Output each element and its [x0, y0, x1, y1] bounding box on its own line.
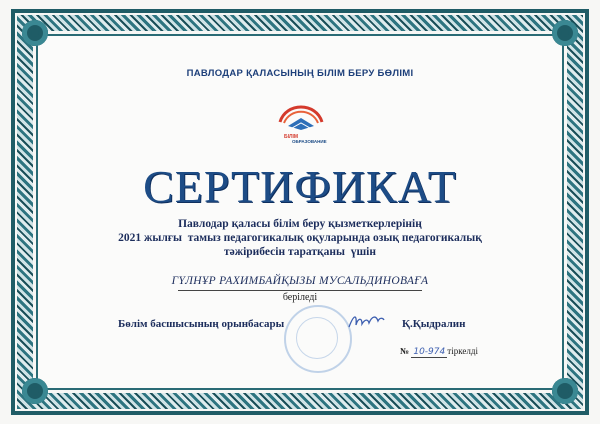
- education-logo-icon: [272, 96, 330, 146]
- registration-prefix: №: [400, 346, 410, 356]
- registration-number: 10-974: [411, 347, 447, 358]
- corner-ornament-icon: [552, 20, 578, 46]
- certificate-title: СЕРТИФИКАТ: [143, 161, 457, 212]
- signatory-name: Қ.Қыдралин: [402, 318, 466, 330]
- signatory-position: Бөлім басшысының орынбасары: [118, 318, 285, 330]
- body-line: тәжірибесін таратқаны үшін: [224, 246, 376, 258]
- recipient-name: ГҮЛНҰР РАХИМБАЙҚЫЗЫ МУСАЛЬДИНОВАҒА: [171, 275, 429, 287]
- logo-text: БІЛІМ: [284, 134, 299, 140]
- certificate-body: [0, 217, 600, 259]
- logo-text: ОБРАЗОВАНИЕ: [292, 139, 327, 144]
- registration-suffix: тіркелді: [447, 346, 478, 356]
- stamp-seal-icon: [284, 305, 352, 373]
- registration-line: [400, 346, 478, 358]
- department-heading: ПАВЛОДАР ҚАЛАСЫНЫҢ БІЛІМ БЕРУ БӨЛІМІ: [186, 68, 414, 79]
- corner-ornament-icon: [22, 378, 48, 404]
- corner-ornament-icon: [552, 378, 578, 404]
- corner-ornament-icon: [22, 20, 48, 46]
- recipient-underline: [178, 290, 422, 291]
- signature-icon: [346, 310, 386, 332]
- body-line: 2021 жылғы тамыз педагогикалық оқуларында озық педагогикалық: [118, 232, 482, 244]
- body-line: Павлодар қаласы білім беру қызметкерлерінің: [178, 218, 422, 230]
- given-label: беріледі: [282, 292, 318, 303]
